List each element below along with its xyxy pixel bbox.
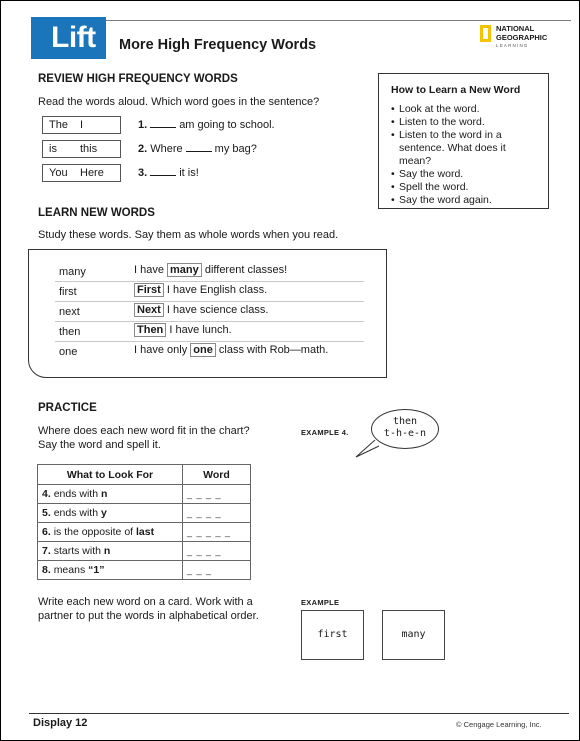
word-card: first <box>301 610 364 660</box>
table-row <box>55 302 364 322</box>
highlighted-word: First <box>134 283 164 297</box>
list-item: • Spell the word. <box>391 181 539 194</box>
list-item: • Say the word again. <box>391 194 539 207</box>
example-sentence: First I have English class. <box>134 284 267 296</box>
word-pair-box: is this <box>42 140 121 158</box>
sentence-2: 2. Where my bag? <box>138 143 257 155</box>
list-item: • Listen to the word in a sentence. What does it mean? <box>391 129 539 168</box>
table-row <box>55 282 364 302</box>
word-pair-box: You Here <box>42 164 121 182</box>
highlighted-word: many <box>167 263 202 277</box>
table-row: 4. ends with n _ _ _ _ <box>38 485 251 504</box>
card-example-label: EXAMPLE <box>301 598 340 607</box>
vocab-word: then <box>59 326 81 338</box>
page-title: More High Frequency Words <box>119 37 317 53</box>
answer-blank <box>150 119 176 128</box>
table-row: 6. is the opposite of last _ _ _ _ _ <box>38 523 251 542</box>
highlighted-word: one <box>190 343 216 357</box>
table-row: 7. starts with n _ _ _ _ <box>38 542 251 561</box>
practice-heading: PRACTICE <box>38 402 97 414</box>
header-rule <box>106 20 571 21</box>
answer-blank: _ _ _ _ <box>183 485 251 504</box>
yellow-border-icon <box>480 25 491 42</box>
how-to-learn-list <box>391 103 539 207</box>
lift-label: Lift <box>51 21 96 54</box>
table-header-row <box>38 465 251 485</box>
logo-subtext: LEARNING <box>496 43 529 48</box>
answer-blank: _ _ _ <box>183 561 251 580</box>
answer-blank: _ _ _ _ _ <box>183 523 251 542</box>
copyright: © Cengage Learning, Inc. <box>456 720 542 729</box>
list-item: • Say the word. <box>391 168 539 181</box>
display-number: Display 12 <box>33 717 88 729</box>
answer-blank <box>186 143 212 152</box>
how-to-learn-box <box>378 73 549 209</box>
word-pair-box: The I <box>42 116 121 134</box>
speech-bubble: then t-h-e-n <box>371 409 439 449</box>
answer-blank <box>150 167 176 176</box>
review-heading: REVIEW HIGH FREQUENCY WORDS <box>38 73 238 85</box>
example-sentence: I have many different classes! <box>134 264 288 276</box>
card-instruction: Write each new word on a card. Work with a partner to put the words in alphabetical order. <box>38 596 259 622</box>
list-item: • Look at the word. <box>391 103 539 116</box>
table-row: 5. ends with y _ _ _ _ <box>38 504 251 523</box>
answer-blank: _ _ _ _ <box>183 542 251 561</box>
example-sentence: Next I have science class. <box>134 304 268 316</box>
table-row <box>55 262 364 282</box>
example-sentence: I have only one class with Rob—math. <box>134 344 329 356</box>
speech-bubble-tail <box>351 438 381 458</box>
word-card: many <box>382 610 445 660</box>
footer-rule <box>29 713 569 714</box>
table-row <box>55 322 364 342</box>
column-header: What to Look For <box>38 465 183 485</box>
highlighted-word: Next <box>134 303 164 317</box>
logo-text: NATIONAL GEOGRAPHIC <box>496 24 548 42</box>
practice-instruction: Where does each new word fit in the chart? Say the word and spell it. <box>38 425 250 451</box>
how-to-learn-title: How to Learn a New Word <box>391 84 521 96</box>
practice-chart <box>37 464 251 580</box>
sentence-3: 3. it is! <box>138 167 199 179</box>
learn-heading: LEARN NEW WORDS <box>38 207 155 219</box>
column-header: Word <box>183 465 251 485</box>
answer-blank: _ _ _ _ <box>183 504 251 523</box>
learn-instruction: Study these words. Say them as whole words when you read. <box>38 229 339 241</box>
vocab-word: first <box>59 286 77 298</box>
vocab-word: next <box>59 306 80 318</box>
lift-label-box <box>31 17 106 59</box>
learn-words-box <box>28 249 387 378</box>
sentence-1: 1. am going to school. <box>138 119 275 131</box>
list-item: • Listen to the word. <box>391 116 539 129</box>
vocab-word: one <box>59 346 78 358</box>
table-row: 8. means “1” _ _ _ <box>38 561 251 580</box>
vocab-word: many <box>59 266 86 278</box>
example-label: EXAMPLE 4. <box>301 428 349 437</box>
example-sentence: Then I have lunch. <box>134 324 232 336</box>
review-instruction: Read the words aloud. Which word goes in the sentence? <box>38 96 320 108</box>
highlighted-word: Then <box>134 323 166 337</box>
table-row <box>55 342 364 362</box>
